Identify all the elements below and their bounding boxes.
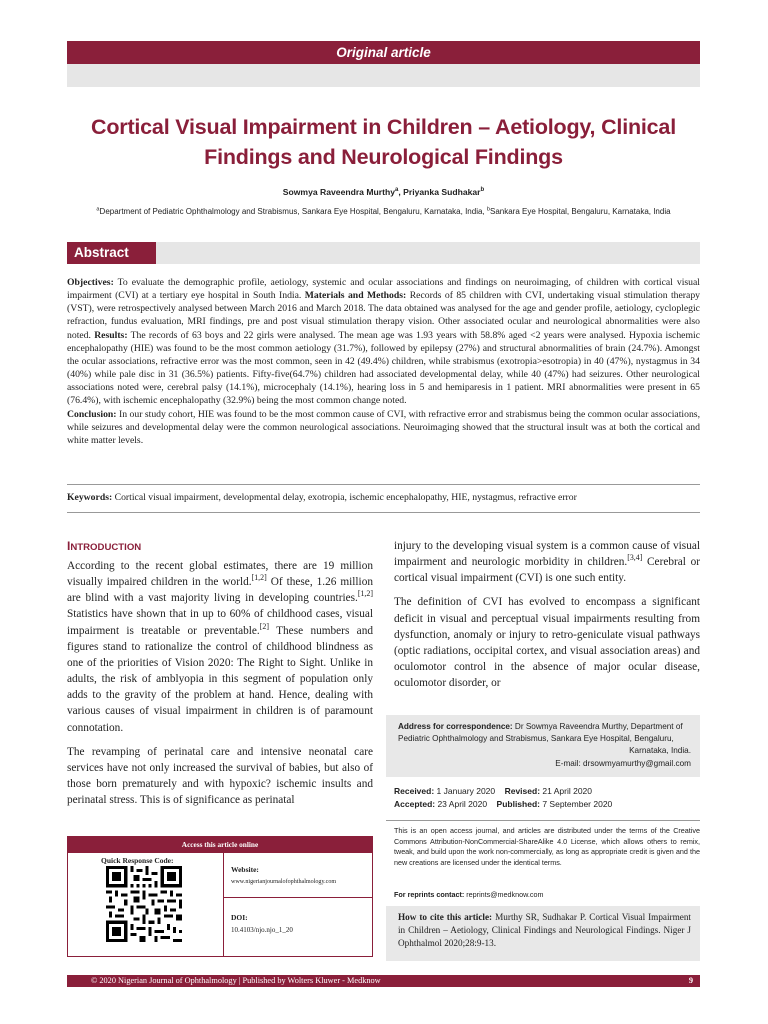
received-label: Received: (394, 786, 435, 796)
right-column (394, 538, 700, 699)
affil-a-sup: a (96, 206, 100, 213)
author-2: Priyanka Sudhakar (403, 187, 481, 197)
author-1: Sowmya Raveendra Murthy (282, 187, 395, 197)
objectives-label: Objectives: (67, 277, 114, 288)
revised-date: 21 April 2020 (540, 786, 593, 796)
doi-label: DOI: (231, 913, 248, 922)
correspondence-address: Dr Sowmya Raveendra Murthy, Department of Pediatric Ophthalmology and Strabismus, Sankara Eye Hospital, Bengaluru, (398, 722, 683, 744)
affiliations (67, 207, 700, 216)
correspondence-email: E-mail: drsowmyamurthy@gmail.com (555, 758, 691, 768)
website-link[interactable]: www.nigerianjournalofophthalmology.com (231, 879, 337, 885)
methods-label: Materials and Methods: (304, 290, 407, 302)
reprints-email: reprints@medknow.com (464, 890, 544, 899)
methods-text: Records of 85 children with CVI, undertaking visual stimulation therapy (VST), were retrospectively analysed between March 2016 and March 2018. The data obtained was analysed for the age and gender profile, aetiology, cycloplegic refraction, fundus evaluation, MRI findings, pre and post visual stimulation therapy vision. Other associated ocular and neurological abnormalities were also noted. (67, 290, 701, 341)
citation-ref: [1,2] (251, 573, 267, 583)
website-label: Website: (231, 865, 259, 874)
abstract-body (67, 276, 700, 447)
affil-b-sup: b (486, 206, 490, 213)
revised-label: Revised: (504, 786, 541, 796)
author-1-sup: a (395, 187, 399, 194)
title-line-1: Cortical Visual Impairment in Children – Aetiology, Clinical (91, 115, 676, 139)
section-band (67, 64, 700, 87)
intro-paragraph-1 (67, 558, 373, 736)
intro-heading-cap: I (67, 539, 71, 553)
page-footer (67, 975, 700, 987)
license-text: This is an open access journal, and articles are distributed under the terms of the Creative Commons Attribution-NonCommercial-ShareAlike 4.0 License, which allows others to remix, tweak, and build upon the work non-commercially, as long as appropriate credit is given and the new creations are licensed under the identical terms. (394, 826, 700, 867)
published-label: Published: (496, 799, 540, 809)
keywords-text: Cortical visual impairment, developmental delay, exotropia, ischemic encephalopathy, HIE, nystagmus, refractive error (112, 492, 577, 503)
results-text: The records of 63 boys and 22 girls were analysed. The mean age was 1.93 years with 58.8% aged <2 years were analysed. Hypoxia ischemic encephalopathy (HIE) was found to be the most common aetiology (31.7%), followed by epilepsy (27%) and structural abnormalities of brain (24.7%). Amongst the ocular associations, refractive error was the most common, seen in 42 (49.4%) children, while strabismus (exotropia>esotropia) in 40 (47%), nystagmus in 34 (40%) while pale disc in 31 (36.5%) patients. Fifty-five(64.7%) children had associated developmental delay, while 40 (47%) had seizures. Other neurological associations noted were, cerebral palsy (14.1%), microcephaly (14.1%), hearing loss in 5 and hemiparesis in 1 patient. MRI abnormalities were present in 65 (76.4%), with ischemic encephalopathy (32.9%) being the most common change noted. (67, 329, 700, 407)
right-paragraph-1 (394, 538, 700, 586)
correspondence-label: Address for correspondence: (398, 722, 513, 731)
author-2-sup: b (480, 187, 485, 194)
accepted-label: Accepted: (394, 799, 436, 809)
authors (67, 187, 700, 197)
right-paragraph-2: The definition of CVI has evolved to encompass a significant deficit in visual and perceptual visual impairments resulting from dysfunction, anomaly or injury to retro-geniculate visual pathways (optic radiations, occipital cortex, and visual association areas) and oculomotor control in the absence of major ocular disease, oculomotor disorder, or (394, 596, 700, 690)
p1-part-b: Of these, 1.26 million are blind with a vast majority living in developing countries. (67, 576, 373, 605)
p1-part-d: These numbers and figures stand to rationalize the control of childhood blindness as one of the priorities of Vision 2020: The Right to Sight. Unlike in adults, the risk of amblyopia in this segment of population only adds to the gravity of the problem at hand. Hence, dealing with various causes of visual impairment in children is of paramount connotation. (67, 624, 373, 734)
r1-part-b: Cerebral or cortical visual impairment (CVI) is one such entity. (394, 556, 700, 585)
p1-part-c: Statistics have shown that in up to 60% of childhood cases, visual impairment is treatable or preventable. (67, 608, 373, 637)
accepted-date: 23 April 2020 (435, 799, 488, 809)
keywords-top-rule (67, 484, 700, 485)
conclusion-label: Conclusion: (67, 408, 117, 420)
reprints-contact (394, 890, 544, 899)
access-vertical-divider (223, 853, 224, 956)
abstract-heading: Abstract (67, 242, 156, 264)
dates-line-1 (394, 785, 612, 798)
dates-line-2 (394, 798, 612, 811)
keywords (67, 491, 700, 504)
qr-label: Quick Response Code: (101, 856, 174, 865)
doi-link[interactable]: 10.4103/njo.njo_1_20 (231, 926, 293, 934)
footer-copyright: © 2020 Nigerian Journal of Ophthalmology | Published by Wolters Kluwer - Medknow (91, 976, 381, 985)
title-line-2: Findings and Neurological Findings (204, 145, 563, 169)
author-separator: , (398, 187, 404, 197)
correspondence-box (386, 715, 700, 777)
cite-text: Murthy SR, Sudhakar P. Cortical Visual Impairment in Children – Aetiology, Clinical Findings and Neurological Findings. Niger J Ophthalmol 2020;28:9-13. (398, 912, 691, 948)
p1-part-a: According to the recent global estimates, there are 19 million visually impaired children in the world. (67, 560, 373, 589)
r1-part-a: injury to the developing visual system is a common cause of visual impairment and neurologic morbidity in children. (394, 540, 700, 569)
intro-heading (67, 539, 141, 553)
citation-ref: [1,2] (357, 589, 373, 599)
cite-label: How to cite this article: (398, 912, 493, 922)
left-column (67, 558, 373, 816)
affil-b: Sankara Eye Hospital, Bengaluru, Karnataka, India (490, 207, 671, 216)
published-date: 7 September 2020 (539, 799, 613, 809)
reprints-label: For reprints contact: (394, 890, 465, 899)
citation-ref: [3,4] (627, 553, 643, 563)
qr-code-icon[interactable] (106, 866, 182, 942)
page-number: 9 (688, 976, 693, 985)
conclusion-text: In our study cohort, HIE was found to be the most common cause of CVI, with refractive error and strabismus being the common ocular associations, while seizures and developmental delay were the common neurological associations. Neuroimaging showed that the structural insult was at both the cortical and white matter levels. (67, 408, 700, 446)
section-label: Original article (67, 41, 700, 64)
intro-paragraph-2: The revamping of perinatal care and intensive neonatal care services have not only increased the survival of babies, but also of those born prematurely and with hypoxic? ischemic insults and perinatal stress. This is of significance as perinatal (67, 745, 373, 807)
abstract-band (67, 242, 700, 264)
affil-a: Department of Pediatric Ophthalmology and Strabismus, Sankara Eye Hospital, Bengaluru, Karnataka, India, (99, 207, 487, 216)
keywords-bottom-rule (67, 512, 700, 513)
intro-heading-rest: NTRODUCTION (70, 542, 142, 553)
license-rule (386, 820, 700, 821)
correspondence-main (398, 721, 691, 745)
citation-ref: [2] (259, 621, 269, 631)
access-heading: Access this article online (68, 837, 372, 853)
article-title (67, 112, 700, 172)
keywords-label: Keywords: (67, 492, 113, 503)
article-dates (394, 785, 612, 811)
correspondence-location: Karnataka, India. (629, 746, 691, 756)
access-online-box (67, 836, 373, 957)
objectives-text: To evaluate the demographic profile, aetiology, systemic and ocular associations and findings on neuroimaging, of children with cortical visual impairment (CVI) at a tertiary eye hospital in South India. (67, 277, 700, 302)
access-horizontal-divider (223, 897, 372, 898)
results-label: Results: (94, 329, 128, 341)
how-to-cite-box (386, 906, 700, 961)
received-date: 1 January 2020 (434, 786, 496, 796)
